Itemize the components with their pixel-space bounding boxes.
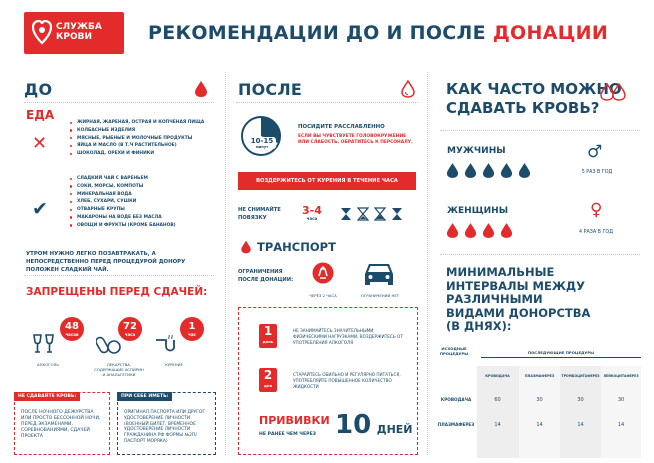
badge-alcohol: 48 часов: [60, 317, 84, 341]
table-col-shade: [601, 366, 641, 458]
row-name-2: ПЛАЗМАФЕРЕЗ: [437, 422, 475, 427]
cell: 14: [577, 422, 584, 428]
table-corner: ИСХОДНЫЕ ПРОЦЕДУРЫ: [439, 346, 469, 356]
motorcycle-icon: [312, 262, 334, 284]
title-part2: ДОНАЦИИ: [492, 22, 609, 44]
vaccine-title: ПРИВИВКИ: [259, 414, 330, 427]
drop-icon: [500, 162, 513, 179]
hourglass-icon: [357, 207, 369, 221]
good-food-item: СОКИ, МОРСЫ, КОМПОТЫ: [70, 184, 220, 190]
cell: 14: [494, 422, 501, 428]
drop-icon: [500, 222, 513, 239]
vaccine-days: 10 ДНЕЙ: [335, 410, 413, 440]
intervals-table: [437, 340, 641, 458]
after-heading: ПОСЛЕ: [238, 80, 302, 99]
day1-badge: 1 день: [259, 324, 277, 348]
food-heading: ЕДА: [26, 108, 55, 122]
check-icon: ✔: [32, 198, 48, 220]
col-header-1: КРОВОДАЧА: [485, 374, 510, 378]
table-col-shade: [519, 366, 560, 458]
logo-line1: СЛУЖБА: [56, 22, 102, 32]
transport-label: ОГРАНИЧЕНИЯ ПОСЛЕ ДОНАЦИИ:: [238, 269, 294, 283]
bandage-label: НЕ СНИМАЙТЕ ПОВЯЗКУ: [238, 207, 281, 221]
good-food-item: МИНЕРАЛЬНАЯ ВОДА: [70, 192, 220, 198]
cell: 30: [617, 397, 625, 403]
relax-title: ПОСИДИТЕ РАССЛАБЛЕННО: [298, 124, 385, 130]
title-part1: РЕКОМЕНДАЦИИ ДО И ПОСЛЕ: [148, 22, 493, 44]
cell: 14: [536, 422, 543, 428]
intervals-heading: МИНИМАЛЬНЫЕ ИНТЕРВАЛЫ МЕЖДУ РАЗЛИЧНЫМИ ВИДАМИ ДОНОРСТВА (В ДНЯХ):: [446, 265, 591, 333]
women-label: ЖЕНЩИНЫ: [447, 206, 509, 216]
hourglass-icon: [391, 207, 403, 221]
clock-icon: [240, 115, 282, 157]
badge-smoking: 1 час: [180, 317, 204, 341]
morning-note: УТРОМ НУЖНО ЛЕГКО ПОЗАВТРАКАТЬ, А НЕПОСРЕДСТВЕННО ПЕРЕД ПРОЦЕДУРОЙ ДОНОРУ ПОЛОЖЕН СЛАДКИЙ ЧАЙ.: [26, 251, 186, 273]
drop-icon: [518, 162, 531, 179]
bad-food-item: КОЛБАСНЫЕ ИЗДЕЛИЯ: [70, 128, 220, 134]
cell: 14: [617, 422, 625, 428]
heart-logo-icon: [32, 19, 52, 45]
bad-food-item: МЯСНЫЕ, РЫБНЫЕ И МОЛОЧНЫЕ ПРОДУКТЫ: [70, 136, 220, 142]
drop-icon: [464, 222, 477, 239]
freq-heading: КАК ЧАСТО МОЖНО СДАВАТЬ КРОВЬ?: [446, 80, 622, 117]
good-food-item: ОТВАРНЫЕ КРУПЫ: [70, 207, 220, 213]
day2-text: СТАРАЙТЕСЬ ОБИЛЬНО И РЕГУЛЯРНО ПИТАТЬСЯ, УПОТРЕБЛЯЙТЕ ПОВЫШЕННОЕ КОЛИЧЕСТВО ЖИДКОСТИ: [293, 372, 401, 389]
bad-food-item: ЯЙЦА И МАСЛО (В Т.Ч РАСТИТЕЛЬНОЕ): [70, 143, 220, 149]
good-food-item: МАКАРОНЫ НА ВОДЕ БЕЗ МАСЛА: [70, 215, 220, 221]
before-heading: ДО: [24, 80, 53, 99]
car-icon: [362, 260, 396, 286]
cross-icon: ✕: [32, 133, 48, 154]
bring-title: ПРИ СЕБЕ ИМЕТЬ:: [117, 392, 172, 401]
hourglass-icon: [374, 207, 386, 221]
bring-box: [117, 392, 216, 455]
men-drops: [446, 162, 531, 179]
label-alcohol: АЛКОГОЛЬ: [37, 362, 59, 367]
day2-badge: 2 дня: [259, 368, 277, 392]
dont-donate-text: ПОСЛЕ НОЧНОГО ДЕЖУРСТВА ИЛИ ПРОСТО БЕССОННОЙ НОЧИ, ПЕРЕД ЭКЗАМЕНАМИ, СОРЕВНОВАНИЯМИ, СДАЧЕЙ ПРОЕКТА: [21, 410, 101, 439]
blood-drop-icon: [194, 80, 208, 98]
blood-drop-outline-icon: [400, 80, 416, 98]
hourglass-row: [340, 207, 403, 221]
clock-value: 10-15 минут: [248, 137, 276, 149]
forbidden-heading: ЗАПРЕЩЕНЫ ПЕРЕД СДАЧЕЙ:: [26, 286, 208, 298]
drop-icon: [446, 162, 459, 179]
col-header-3: ТРОМБОЦИТАФЕРЕЗ: [561, 374, 600, 378]
bring-text: ОРИГИНАЛ ПАСПОРТА ИЛИ ДРУГОГ УДОСТОВЕРЕНИЕ ЛИЧНОСТИ (ВОЕННЫЙ БИЛЕТ, ВРЕМЕННОЕ УДОСТОВЕРЕНИЕ ЛИЧНОСТИ ГРАЖДАНИНА РФ ФОРМЫ №2П/ПАСПОРТ МОРЯКА): [124, 410, 206, 444]
transport-title: ТРАНСПОРТ: [257, 240, 336, 254]
bad-foods-list: [70, 120, 220, 159]
car-label: ОГРАНИЧЕНИЙ НЕТ: [360, 293, 400, 298]
label-medicine: ЛЕКАРСТВА, СОДЕРЖАЩИЕ АСПИРИН И АНАЛЬГЕТИКИ: [94, 362, 144, 377]
good-food-item: СЛАДКИЙ ЧАЙ С ВАРЕНЬЕМ: [70, 176, 220, 182]
wine-glasses-icon: [32, 333, 56, 355]
good-food-item: ХЛЕБ, СУХАРИ, СУШКИ: [70, 199, 220, 205]
blood-drop-icon: [240, 240, 252, 254]
cell: 30: [577, 397, 584, 403]
pipe-icon: [154, 334, 178, 356]
day1-text: НЕ ЗАНИМАЙТЕСЬ ЗНАЧИТЕЛЬНЫМИ ФИЗИЧЕСКИМИ НАГРУЗКАМИ, ВОЗДЕРЖИТЕСЬ ОТ УПОТРЕБЛЕНИЯ АЛКОГОЛЯ: [293, 328, 403, 345]
good-foods-list: [70, 176, 220, 230]
double-drop-icon: [598, 82, 628, 102]
male-icon: ♂: [587, 142, 603, 162]
transport-heading: [240, 240, 336, 254]
women-count: 4 РАЗА В ГОД: [579, 230, 613, 235]
days-box: [238, 307, 418, 455]
col-header-2: ПЛАЗМАФЕРЕЗ: [524, 374, 555, 378]
bandage-hours: 3-4 часа: [302, 204, 322, 221]
hourglass-icon: [340, 207, 352, 221]
badge-medicine: 72 часа: [118, 317, 142, 341]
cell: 30: [536, 397, 543, 403]
good-food-item: ОВОЩИ И ФРУКТЫ (КРОМЕ БАНАНОВ): [70, 223, 220, 229]
bad-food-item: ЖИРНАЯ, ЖАРЕНАЯ, ОСТРАЯ И КОПЧЕНАЯ ПИЩА: [70, 120, 220, 126]
table-next-header: ПОСЛЕДУЮЩИЕ ПРОЦЕДУРЫ: [481, 350, 641, 358]
men-label: МУЖЧИНЫ: [447, 146, 506, 156]
logo-line2: КРОВИ: [56, 32, 92, 42]
label-smoking: КУРЕНИЕ: [165, 362, 183, 367]
dont-donate-title: НЕ СДАВАЙТЕ КРОВЬ:: [14, 392, 80, 401]
drop-icon: [482, 222, 495, 239]
drop-icon: [482, 162, 495, 179]
women-drops: [446, 222, 513, 239]
cell: 60: [494, 397, 501, 403]
page-title: [148, 22, 608, 44]
relax-text: ЕСЛИ ВЫ ЧУВСТВУЕТЕ ГОЛОВОКРУЖЕНИЕ ИЛИ СЛАБОСТЬ, ОБРАТИТЕСЬ К ПЕРСОНАЛУ.: [298, 134, 413, 145]
smoking-banner: ВОЗДЕРЖИТЕСЬ ОТ КУРЕНИЯ В ТЕЧЕНИЕ ЧАСА: [238, 172, 416, 190]
row-name-1: КРОВОДАЧА: [440, 397, 472, 402]
men-count: 5 РАЗ В ГОД: [581, 170, 613, 175]
bad-food-item: ШОКОЛАД, ОРЕХИ И ФИНИКИ: [70, 151, 220, 157]
logo: [24, 12, 124, 54]
drop-icon: [464, 162, 477, 179]
col-header-4: ЛЕЙКОЦИТАФЕРЕЗ: [603, 374, 639, 378]
drop-icon: [446, 222, 459, 239]
vaccine-text: НЕ РАНЕЕ ЧЕМ ЧЕРЕЗ: [259, 432, 316, 437]
female-icon: ♀: [590, 200, 603, 220]
dont-donate-box: [14, 392, 110, 455]
moto-label: ЧЕРЕЗ 2 ЧАСА: [309, 293, 337, 298]
